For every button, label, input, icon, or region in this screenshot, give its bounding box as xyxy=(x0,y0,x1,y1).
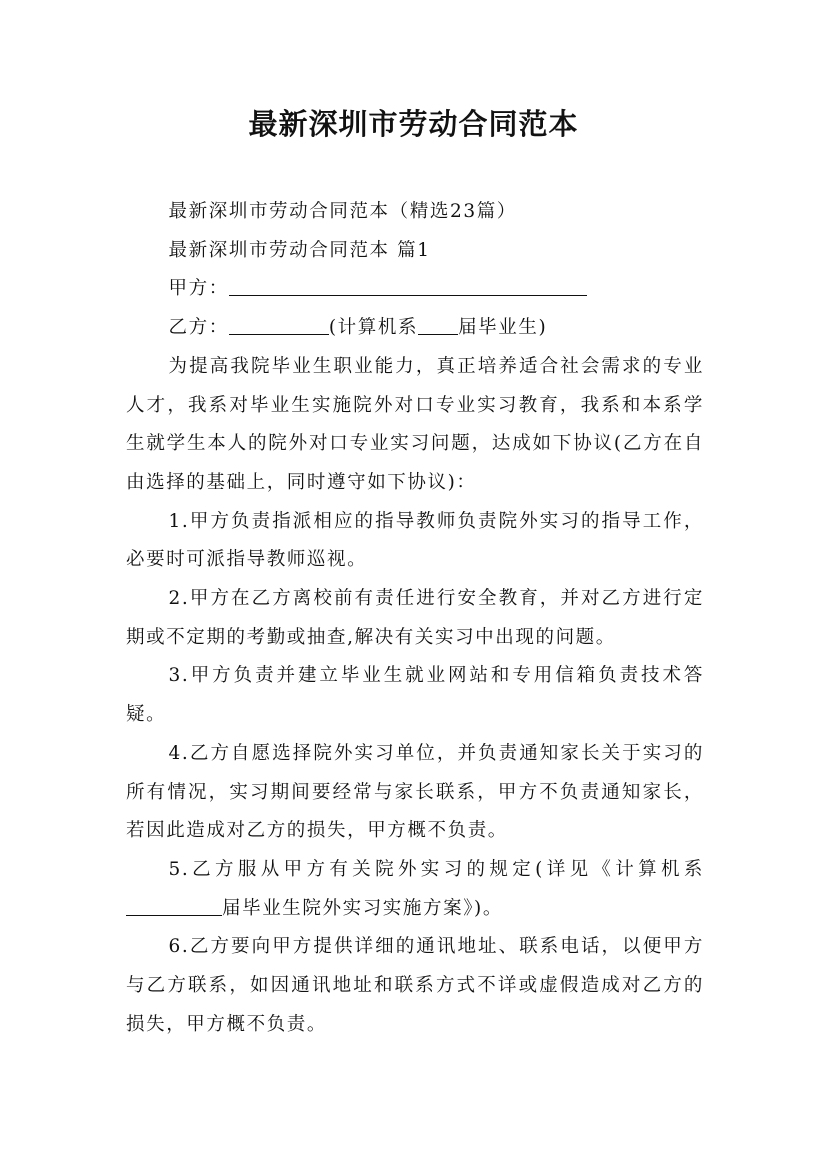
clause-2: 2.甲方在乙方离校前有责任进行安全教育，并对乙方进行定期或不定期的考勤或抽查,解决有关实习中出现的问题。 xyxy=(126,588,704,648)
party-b-note-close: 届毕业生) xyxy=(458,317,548,339)
graduation-year-blank xyxy=(418,316,458,336)
clause-5-end: 届毕业生院外实习实施方案》)。 xyxy=(222,897,503,919)
clause-6: 6.乙方要向甲方提供详细的通讯地址、联系电话，以便甲方与乙方联系，如因通讯地址和联系方式不详或虚假造成对乙方的损失，甲方概不负责。 xyxy=(126,936,704,1035)
party-a-blank xyxy=(229,277,587,297)
party-b-label: 乙方： xyxy=(168,317,229,339)
section-heading: 最新深圳市劳动合同范本 篇1 xyxy=(168,239,431,261)
clause-1: 1.甲方负责指派相应的指导教师负责院外实习的指导工作，必要时可派指导教师巡视。 xyxy=(126,510,704,571)
clause-5 xyxy=(126,851,704,928)
clause-4: 4.乙方自愿选择院外实习单位，并负责通知家长关于实习的所有情况，实习期间要经常与家长联系，甲方不负责通知家长，若因此造成对乙方的损失，甲方概不负责。 xyxy=(126,742,704,842)
clause-3: 3.甲方负责并建立毕业生就业网站和专用信箱负责技术答疑。 xyxy=(126,665,704,726)
intro-paragraph: 为提高我院毕业生职业能力，真正培养适合社会需求的专业人才，我系对毕业生实施院外对口专业实习教育，我系和本系学生就学生本人的院外对口专业实习问题，达成如下协议(乙方在自由选择的基础上，同时遵守如下协议)： xyxy=(126,355,704,493)
document-title: 最新深圳市劳动合同范本 xyxy=(248,107,579,141)
document-body xyxy=(126,193,704,1044)
party-b-note-open: (计算机系 xyxy=(328,317,419,339)
party-b-line xyxy=(126,309,704,348)
clause-5-start: 5.乙方服从甲方有关院外实习的规定(详见《计算机系 xyxy=(168,858,704,880)
party-b-blank xyxy=(229,316,329,336)
party-a-label: 甲方： xyxy=(168,278,229,300)
subtitle: 最新深圳市劳动合同范本（精选23篇） xyxy=(168,201,517,222)
party-a-line xyxy=(126,270,704,309)
clause-5-blank xyxy=(126,896,222,916)
